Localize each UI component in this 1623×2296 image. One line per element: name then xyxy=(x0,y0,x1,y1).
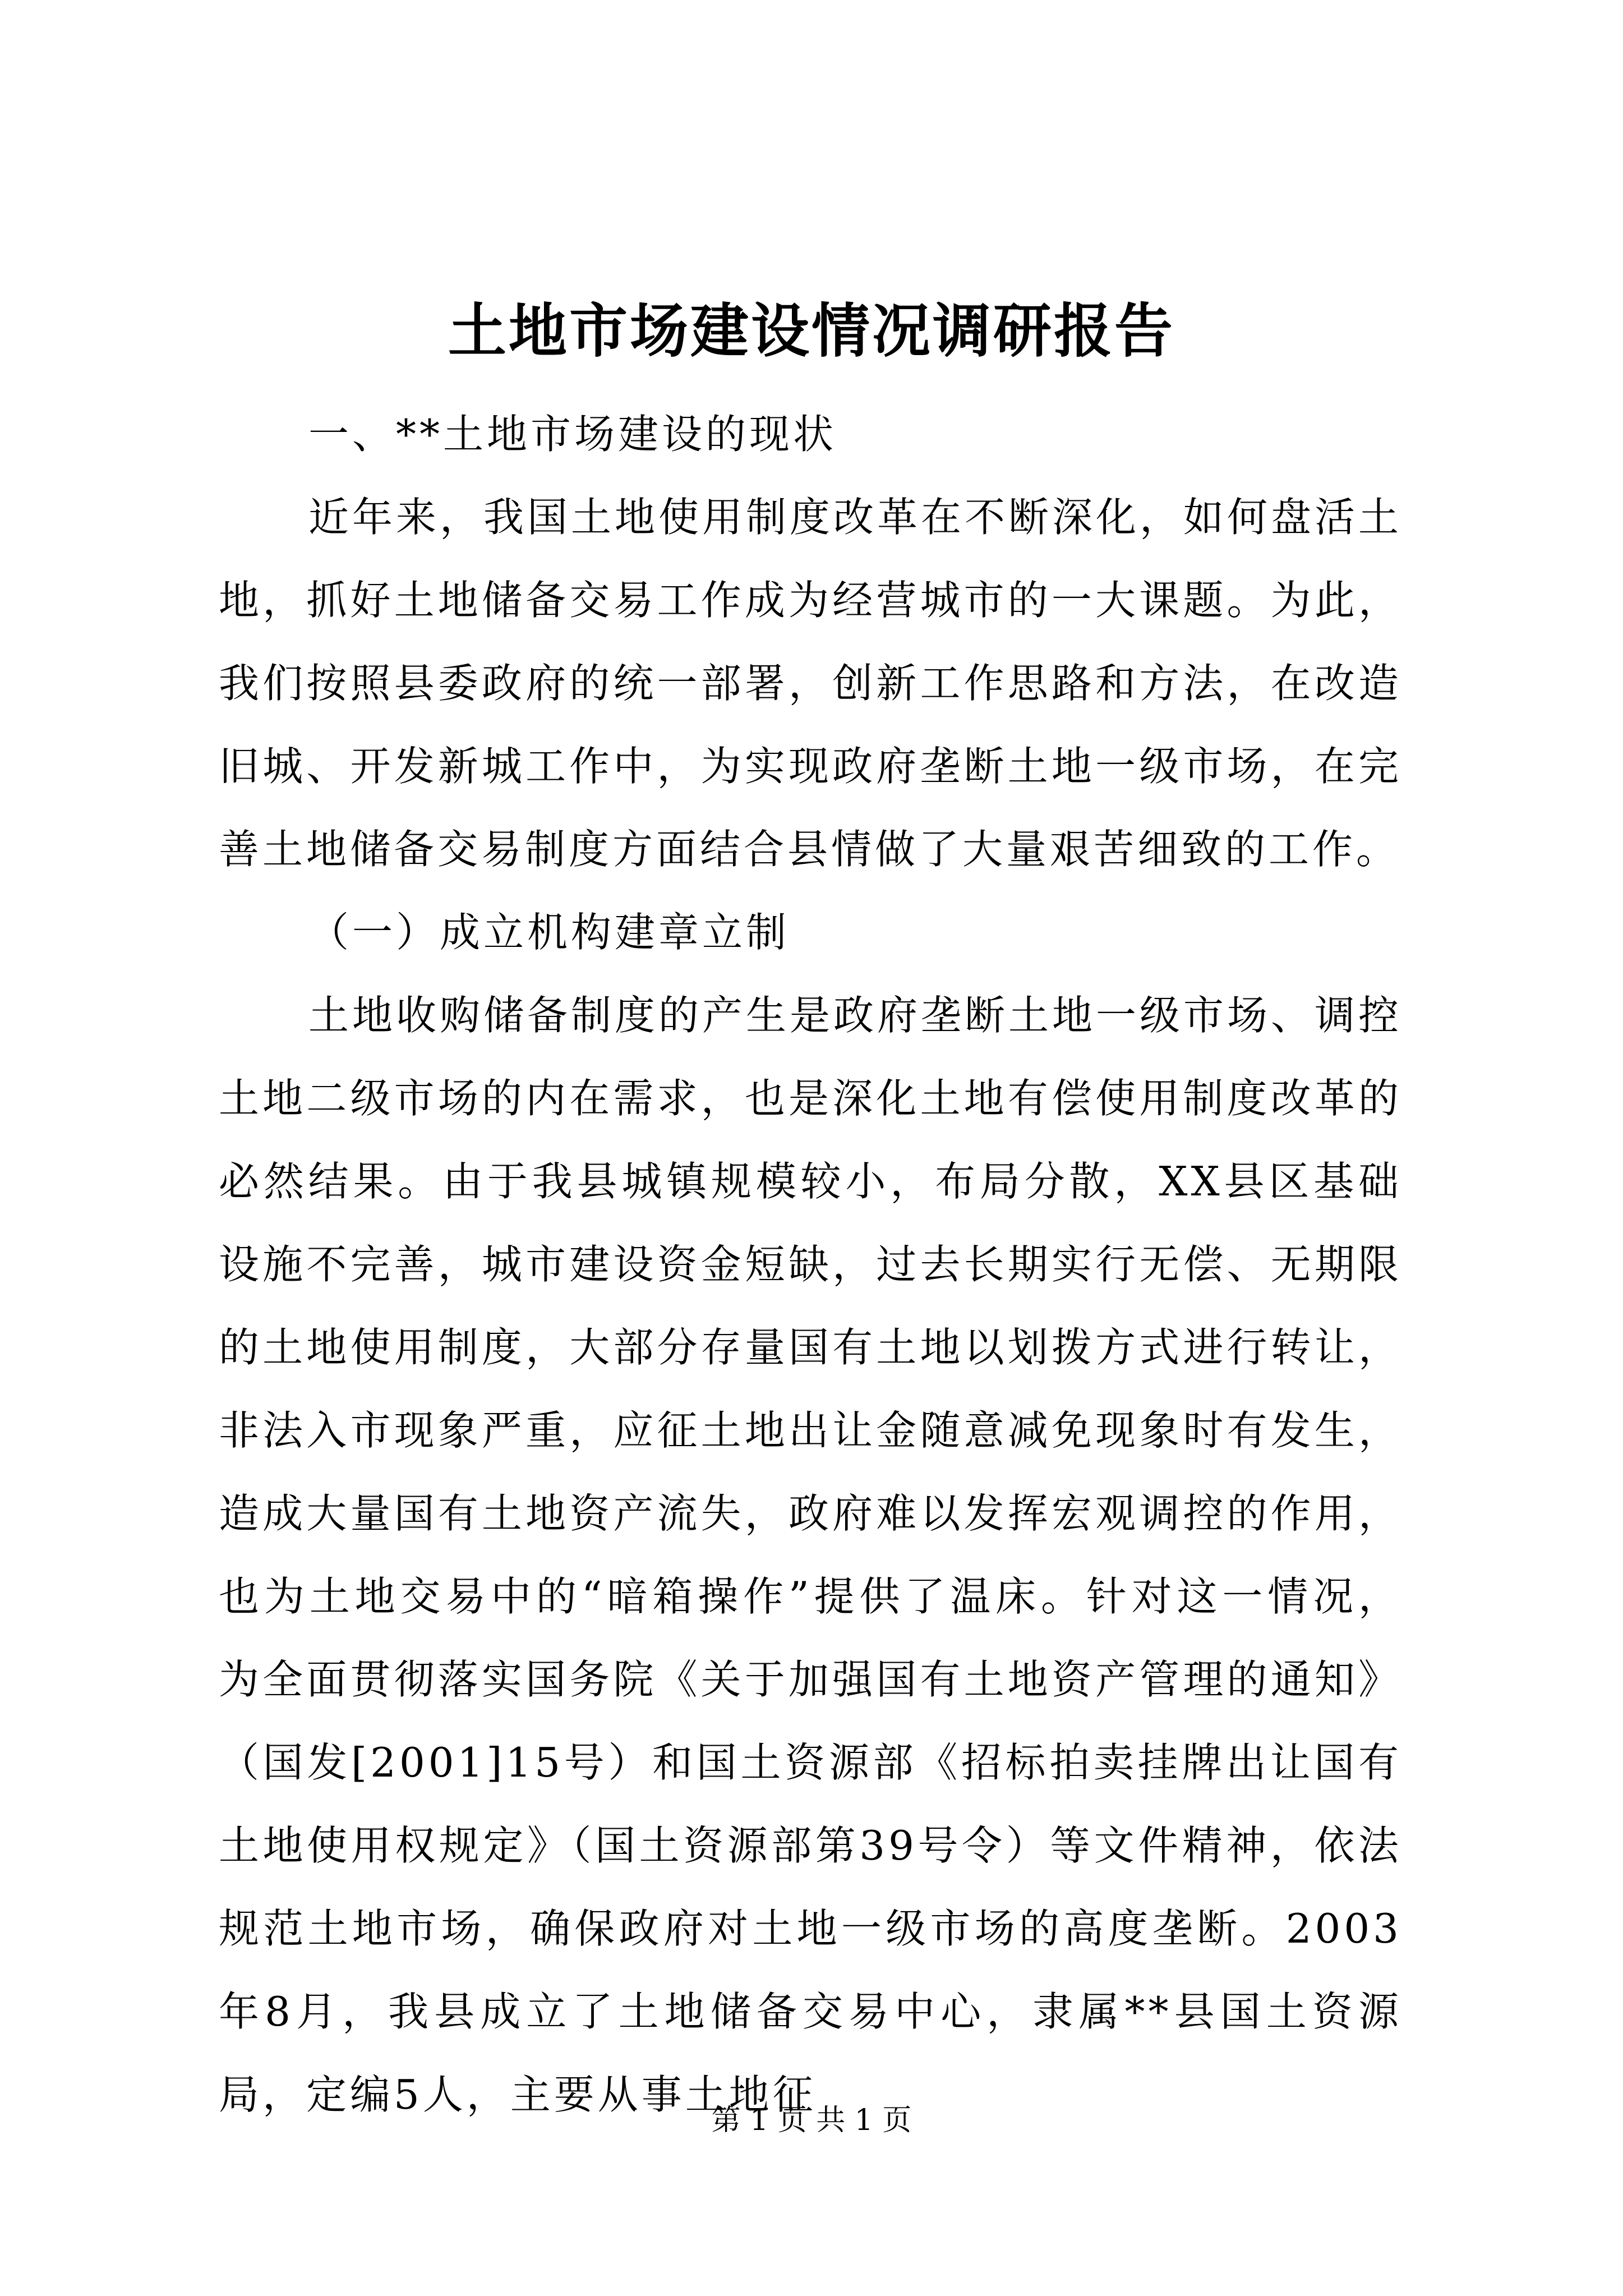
body-paragraph: 近年来，我国土地使用制度改革在不断深化，如何盘活土地，抓好土地储备交易工作成为经营城市的一大课题。为此，我们按照县委政府的统一部署，创新工作思路和方法，在改造旧城、开发新城工作中，为实现政府垄断土地一级市场，在完善土地储备交易制度方面结合县情做了大量艰苦细致的工作。 xyxy=(219,494,1403,873)
page-footer: 第 1 页 共 1 页 xyxy=(711,2104,912,2137)
subsection-heading: （一）成立机构建章立制 xyxy=(308,909,790,956)
section-heading: 一、**土地市场建设的现状 xyxy=(308,411,837,458)
document-title: 土地市场建设情况调研报告 xyxy=(448,296,1175,365)
body-paragraph: 土地收购储备制度的产生是政府垄断土地一级市场、调控土地二级市场的内在需求，也是深化土地有偿使用制度改革的必然结果。由于我县城镇规模较小，布局分散，XX县区基础设施不完善，城市建设资金短缺，过去长期实行无偿、无期限的土地使用制度，大部分存量国有土地以划拨方式进行转让，非法入市现象严重，应征土地出让金随意减免现象时有发生，造成大量国有土地资产流失，政府难以发挥宏观调控的作用，也为土地交易中的“暗箱操作”提供了温床。针对这一情况，为全面贯彻落实国务院《关于加强国有土地资产管理的通知》（国发[2001]15号）和国土资源部《招标拍卖挂牌出让国有土地使用权规定》（国土资源部第39号令）等文件精神，依法规范土地市场，确保政府对土地一级市场的高度垄断。2003年8月，我县成立了土地储备交易中心，隶属**县国土资源局，定编5人，主要从事土地征 xyxy=(219,992,1403,2118)
document-body xyxy=(219,393,1402,2136)
